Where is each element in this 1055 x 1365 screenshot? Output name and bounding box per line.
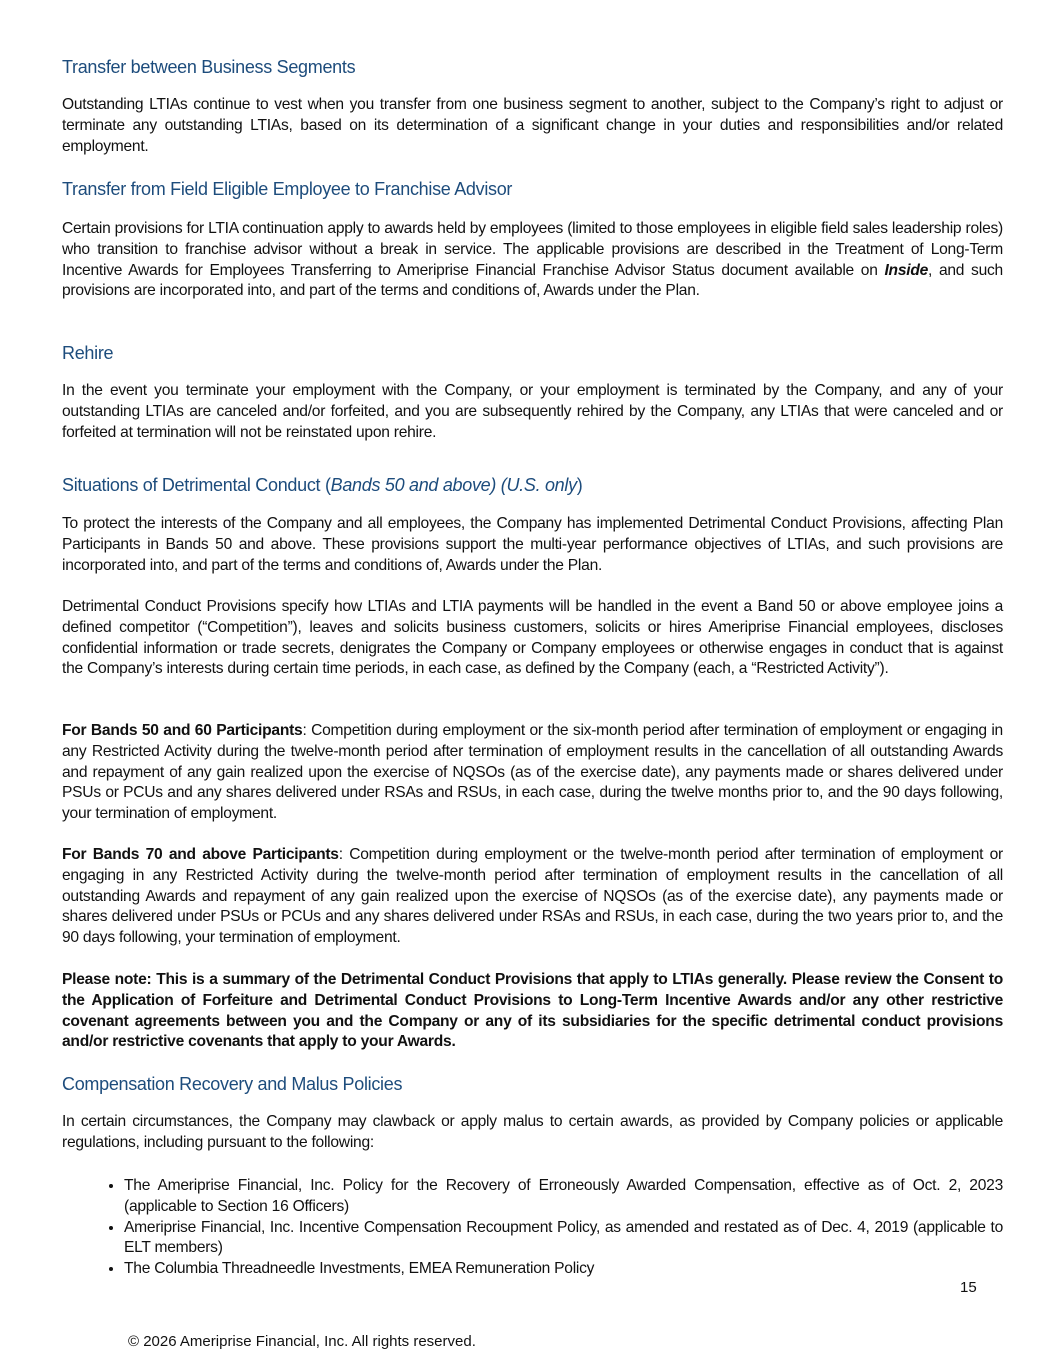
- note-paragraph: Please note: This is a summary of the Detrimental Conduct Provisions that apply to LTIAs generally. Please review the Consent to the Application of Forfeiture and Detrimental Conduct Provisions to Long-Term Incentive Awards and/or any other restrictive covenant agreements between you and the Company or any of its subsidiaries for the specific detrimental conduct provisions and/or restrictive covenants that apply to your Awards.: [62, 971, 1003, 1051]
- paragraph: To protect the interests of the Company and all employees, the Company has implemented Detrimental Conduct Provisions, affecting Plan Participants in Bands 50 and above. These provisions support the multi-year performance objectives of LTIAs, and such provisions are incorporated into, and part of the terms and conditions of, Awards under the Plan.: [62, 515, 1003, 574]
- paragraph: [62, 845, 1003, 949]
- heading-compensation-recovery: Compensation Recovery and Malus Policies: [62, 1074, 403, 1094]
- text: : Competition during employment or the six-month period after termination of employment or engaging in any Restricted Activity during the twelve-month period after termination of employment results in the cancellation of all outstanding Awards and repayment of any gain realized upon the exercise of NQSOs (as of the exercise date), any payments made or shares delivered under PSUs or PCUs and any shares delivered under RSAs and RSUs, in each case, during the twelve months prior to, and the 90 days following, your termination of employment.: [62, 722, 1003, 823]
- paragraph: [62, 721, 1003, 825]
- paragraph: In the event you terminate your employment with the Company, or your employment is terminated by the Company, and any of your outstanding LTIAs are canceled and/or forfeited, and you are subsequently rehired by the Company, any LTIAs that were canceled and or forfeited at termination will not be reinstated upon rehire.: [62, 382, 1003, 441]
- heading-rehire: Rehire: [62, 343, 114, 363]
- page-number: 15: [960, 1279, 977, 1296]
- heading-detrimental-conduct: [62, 474, 1003, 496]
- text: Bands 50 and above) (U.S. only: [330, 475, 577, 495]
- paragraph: Outstanding LTIAs continue to vest when you transfer from one business segment to another, subject to the Company’s right to adjust or terminate any outstanding LTIAs, based on its determination of a significant change in your duties and responsibilities and/or related employment.: [62, 96, 1003, 155]
- paragraph: In certain circumstances, the Company may clawback or apply malus to certain awards, as provided by Company policies or applicable regulations, including pursuant to the following:: [62, 1113, 1003, 1151]
- heading-transfer-segments: Transfer between Business Segments: [62, 57, 356, 77]
- bullet-list: [62, 1176, 1003, 1280]
- list-item: • The Columbia Threadneedle Investments, EMEA Remuneration Policy: [124, 1259, 1003, 1280]
- list-item: • Ameriprise Financial, Inc. Incentive Compensation Recoupment Policy, as amended and restated as of Dec. 4, 2019 (applicable to ELT members): [124, 1218, 1003, 1260]
- bold-label: For Bands 50 and 60 Participants: [62, 722, 303, 739]
- text: , and such provisions are incorporated into, and part of the terms and conditions of, Awards under the Plan.: [62, 261, 1003, 300]
- list-item: • The Ameriprise Financial, Inc. Policy for the Recovery of Erroneously Awarded Compensation, effective as of Oct. 2, 2023 (applicable to Section 16 Officers): [124, 1176, 1003, 1218]
- text: Certain provisions for LTIA continuation apply to awards held by employees (limited to those employees in eligible field sales leadership roles) who transition to franchise advisor without a break in service. The applicable provisions are described in the Treatment of Long-Term Incentive Awards for Employees Transferring to Ameriprise Financial Franchise Advisor Status document available on: [62, 220, 1003, 279]
- paragraph: [62, 219, 1003, 302]
- text: Situations of Detrimental Conduct (: [62, 475, 331, 495]
- text: : Competition during employment or the twelve-month period after termination of employment or engaging in any Restricted Activity during the twelve-month period after termination of employment results in the cancellation of all outstanding Awards and repayment of any gain realized upon the exercise of NQSOs (as of the exercise date), any payments made or shares delivered under PSUs or PCUs and any shares delivered under RSAs and RSUs, in each case, during the two years prior to, and the 90 days following, your termination of employment.: [62, 846, 1003, 947]
- text: ): [576, 475, 583, 495]
- heading-transfer-franchise: Transfer from Field Eligible Employee to Franchise Advisor: [62, 179, 513, 199]
- footer-copyright: © 2026 Ameriprise Financial, Inc. All rights reserved.: [128, 1333, 476, 1350]
- paragraph: Detrimental Conduct Provisions specify how LTIAs and LTIA payments will be handled in the event a Band 50 or above employee joins a defined competitor (“Competition”), leaves and solicits business customers, solicits or hires Ameriprise Financial employees, discloses confidential information or trade secrets, denigrates the Company or Company employees or otherwise engages in conduct that is against the Company’s interests during certain time periods, in each case, as defined by the Company (each, a “Restricted Activity”).: [62, 598, 1003, 678]
- bold-label: For Bands 70 and above Participants: [62, 846, 339, 863]
- inside-link-text: Inside: [884, 261, 929, 279]
